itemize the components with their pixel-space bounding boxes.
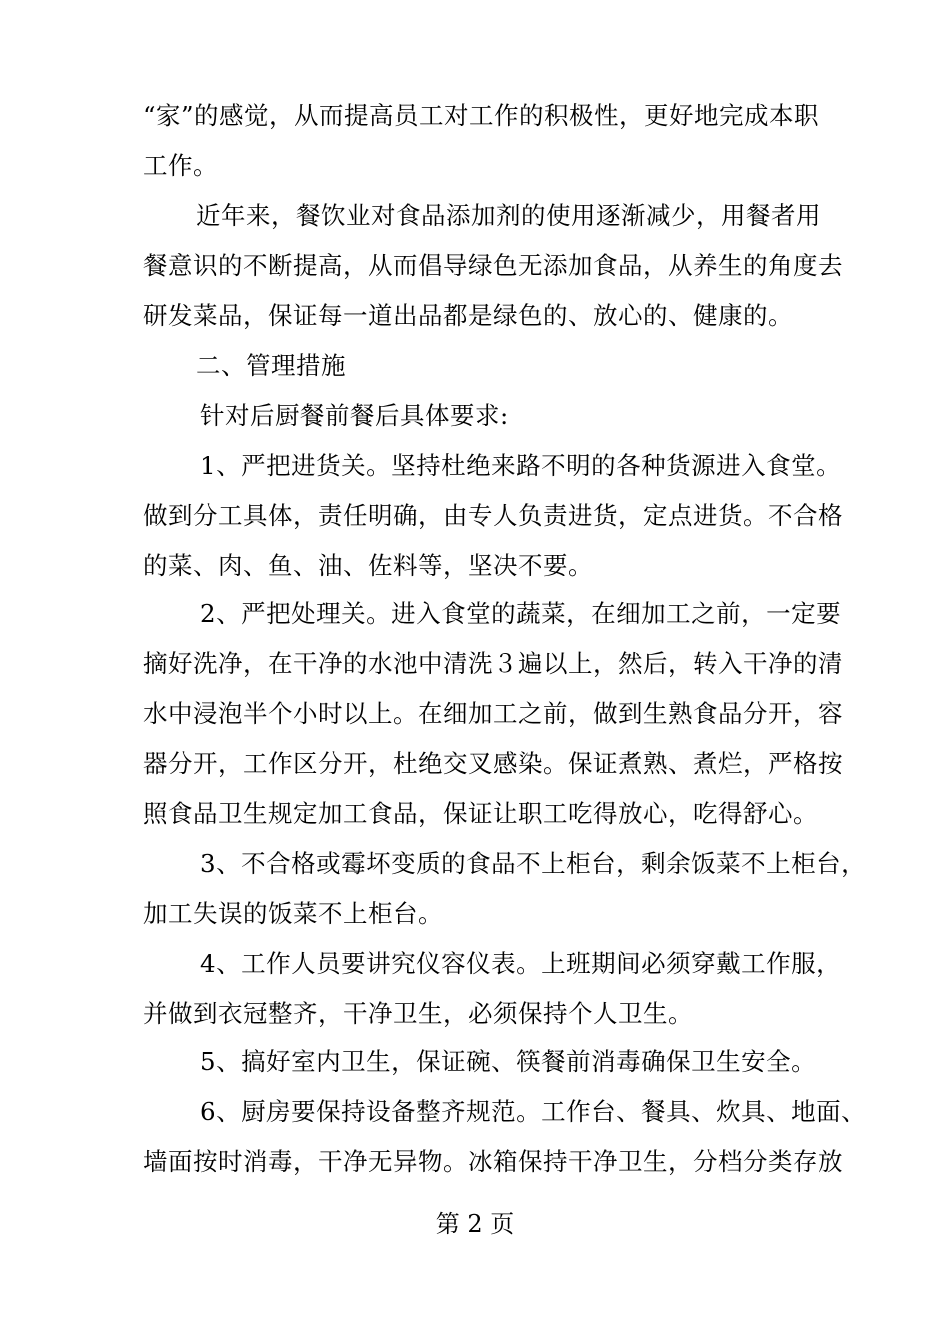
section-heading: 二、管理措施 [196, 351, 346, 380]
paragraph-line: 针对后厨餐前餐后具体要求: [200, 401, 509, 430]
page-number: 第 2 页 [435, 1210, 515, 1238]
paragraph-line: 照食品卫生规定加工食品，保证让职工吃得放心，吃得舒心。 [143, 799, 818, 828]
paragraph-line: 餐意识的不断提高，从而倡导绿色无添加食品，从养生的角度去 [143, 251, 843, 280]
paragraph-line: 5、搞好室内卫生，保证碗、筷餐前消毒确保卫生安全。 [200, 1047, 817, 1076]
paragraph-line: 近年来，餐饮业对食品添加剂的使用逐渐减少，用餐者用 [196, 201, 821, 230]
paragraph-line: 做到分工具体，责任明确，由专人负责进货，定点进货。不合格 [143, 501, 843, 530]
paragraph-line: 2、严把处理关。进入食堂的蔬菜，在细加工之前，一定要 [200, 599, 842, 628]
paragraph-line: 4、工作人员要讲究仪容仪表。上班期间必须穿戴工作服， [200, 949, 842, 978]
paragraph-line: 3、不合格或霉坏变质的食品不上柜台，剩余饭菜不上柜台， [200, 849, 867, 878]
paragraph-line: 水中浸泡半个小时以上。在细加工之前，做到生熟食品分开，容 [143, 699, 843, 728]
paragraph-line: 器分开，工作区分开，杜绝交叉感染。保证煮熟、煮烂，严格按 [143, 749, 843, 778]
paragraph-line: 墙面按时消毒，干净无异物。冰箱保持干净卫生，分档分类存放 [143, 1147, 843, 1176]
paragraph-line: 6、厨房要保持设备整齐规范。工作台、餐具、炊具、地面、 [200, 1097, 867, 1126]
paragraph-line: “家”的感觉，从而提高员工对工作的积极性，更好地完成本职 [143, 101, 820, 130]
paragraph-line: 研发菜品，保证每一道出品都是绿色的、放心的、健康的。 [143, 301, 793, 330]
paragraph-line: 并做到衣冠整齐，干净卫生，必须保持个人卫生。 [143, 999, 693, 1028]
paragraph-line: 1、严把进货关。坚持杜绝来路不明的各种货源进入食堂。 [200, 451, 842, 480]
paragraph-line: 工作。 [143, 151, 218, 180]
paragraph-line: 摘好洗净，在干净的水池中清洗３遍以上，然后，转入干净的清 [143, 649, 843, 678]
paragraph-line: 加工失误的饭菜不上柜台。 [143, 899, 443, 928]
paragraph-line: 的菜、肉、鱼、油、佐料等，坚决不要。 [143, 551, 593, 580]
